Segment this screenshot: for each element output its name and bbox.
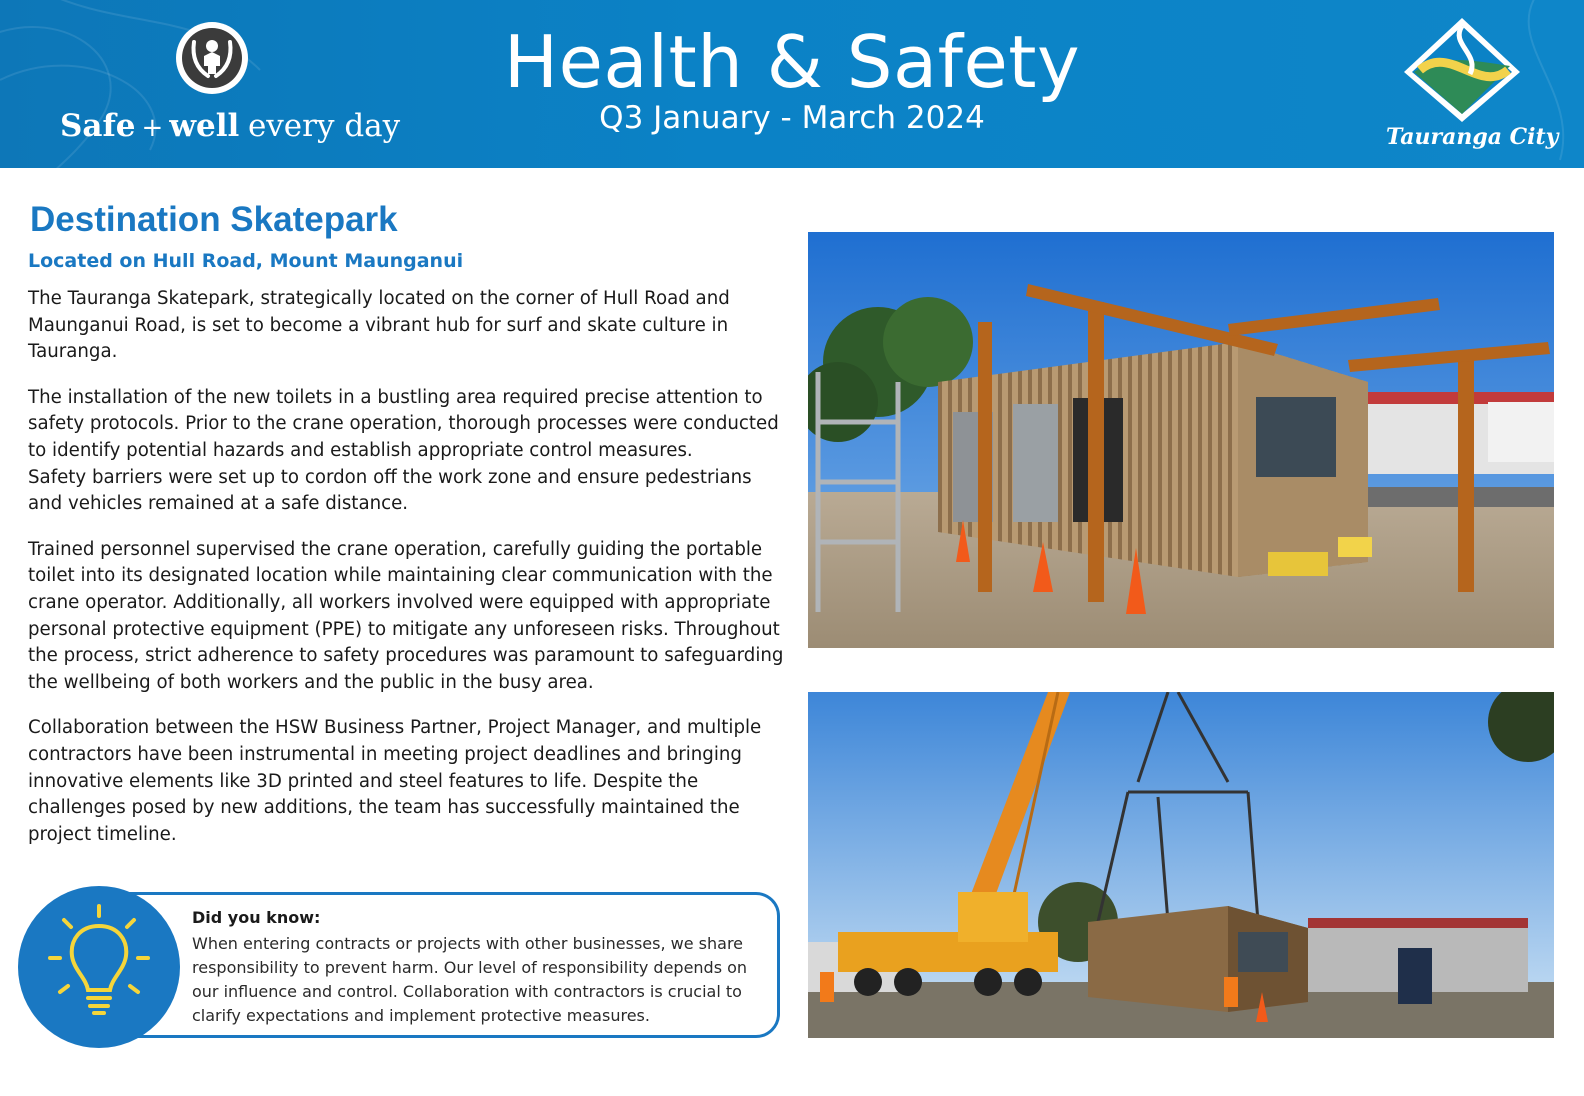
paragraph-intro: The Tauranga Skatepark, strategically located on the corner of Hull Road and Maunganui Road, is set to become a vibrant hub for surf and skate culture in Tauranga.	[28, 288, 730, 363]
tagline-rest: every day	[247, 108, 401, 144]
tagline-safe: Safe	[60, 108, 136, 144]
page-subtitle: Q3 January - March 2024	[599, 100, 985, 136]
article-body	[28, 286, 788, 867]
article-location: Located on Hull Road, Mount Maunganui	[28, 250, 464, 272]
lightbulb-icon	[18, 886, 180, 1048]
header-banner	[0, 0, 1584, 168]
page-title: Health & Safety	[503, 20, 1081, 104]
paragraph-installation: The installation of the new toilets in a bustling area required precise attention to safety protocols. Prior to the crane operation, thorough processes were conducted to identify potential hazards and establish appropriate control measures.	[28, 386, 779, 461]
did-you-know-title: Did you know:	[192, 908, 321, 927]
tagline-plus: +	[141, 113, 164, 143]
photo-crane-lift	[808, 692, 1554, 1038]
paragraph-barriers: Safety barriers were set up to cordon off the work zone and ensure pedestrians and vehicles remained at a safe distance.	[28, 466, 752, 515]
paragraph-collaboration: Collaboration between the HSW Business Partner, Project Manager, and multiple contractors have been instrumental in meeting project deadlines and bringing innovative elements like 3D printed and steel features to life. Despite the challenges posed by new additions, the team has successfully maintained the project timeline.	[28, 717, 762, 845]
tagline-well: well	[169, 108, 240, 144]
org-name: Tauranga City	[1386, 124, 1559, 150]
photo-toilet-construction	[808, 232, 1554, 648]
article-heading: Destination Skatepark	[30, 200, 398, 239]
did-you-know-text: When entering contracts or projects with other businesses, we share responsibility to prevent harm. Our level of responsibility depends on our influence and control. Collaboration with contractors is crucial to clarify expectations and implement protective measures.	[192, 934, 748, 1025]
tauranga-city-logo	[1400, 14, 1524, 124]
paragraph-personnel: Trained personnel supervised the crane operation, carefully guiding the portable toilet into its designated location while maintaining clear communication with the crane operator. Additionally, all workers involved were equipped with appropriate personal protective equipment (PPE) to mitigate any unforeseen risks. Throughout the process, strict adherence to safety procedures was paramount to safeguarding the wellbeing of both workers and the public in the busy area.	[28, 538, 784, 693]
